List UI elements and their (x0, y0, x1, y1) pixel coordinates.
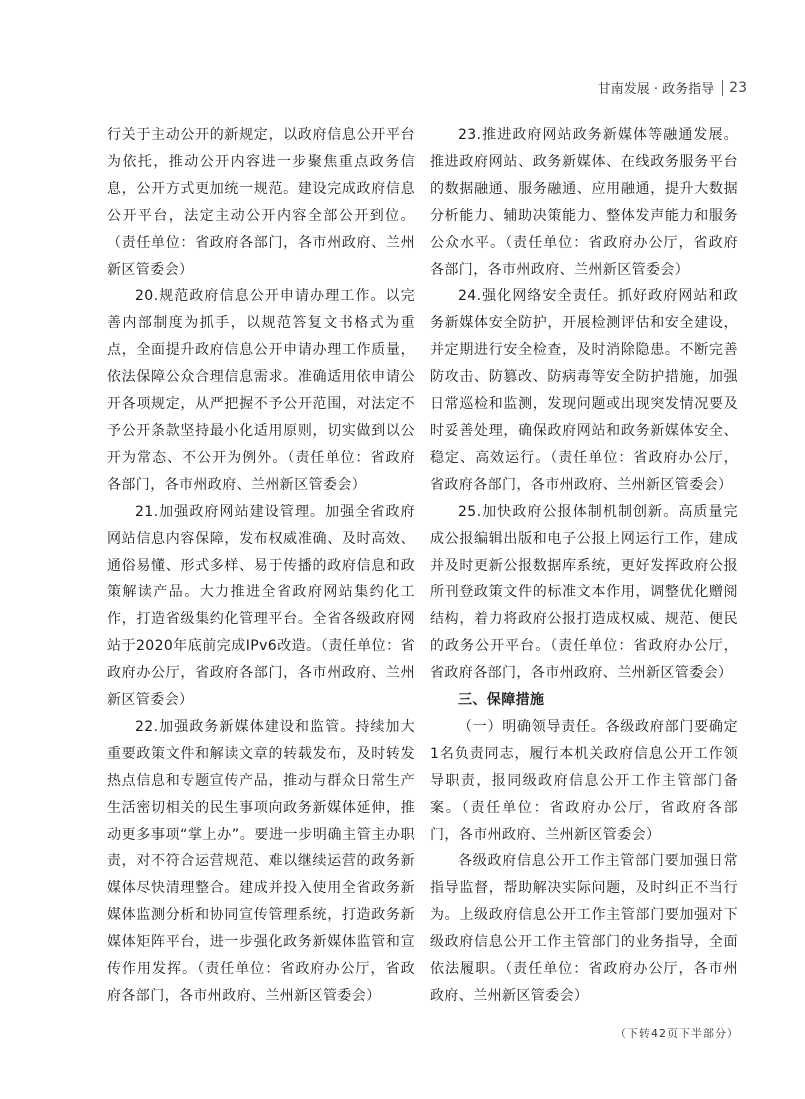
paragraph: 20.规范政府信息公开申请办理工作。以完善内部制度为抓手，以规范答复文书格式为重点，全面提升政府信息公开申请办理工作质量，依法保障公众合理信息需求。准确适用依申请公开各项规定，从严把握不予公开范围，对法定不予公开条款坚持最小化适用原则，切实做到以公开为常态、不公开为例外。（责任单位：省政府各部门，各市州政府、兰州新区管委会） (107, 288, 415, 493)
page-header (598, 78, 747, 97)
paragraph: 25.加快政府公报体制机制创新。高质量完成公报编辑出版和电子公报上网运行工作，建成并及时更新公报数据库系统，更好发挥政府公报所刊登政策文件的标准文本作用，调整优化赠阅结构，着力将政府公报打造成权威、规范、便民的政务公开平台。（责任单位：省政府办公厅，省政府各部门，各市州政府、兰州新区管委会） (430, 503, 738, 682)
right-column (430, 122, 738, 1010)
header-divider (722, 80, 723, 96)
section-heading: 三、保障措施 (458, 692, 545, 709)
paragraph: 行关于主动公开的新规定，以政府信息公开平台为依托，推动公开内容进一步聚焦重点政务信息，公开方式更加统一规范。建设完成政府信息公开平台，法定主动公开内容全部公开到位。（责任单位：省政府各部门，各市州政府、兰州新区管委会） (107, 127, 415, 278)
paragraph: 23.推进政府网站政务新媒体等融通发展。推进政府网站、政务新媒体、在线政务服务平台的数据融通、服务融通、应用融通，提升大数据分析能力、辅助决策能力、整体发声能力和服务公众水平。（责任单位：省政府办公厅，省政府各部门，各市州政府、兰州新区管委会） (430, 127, 738, 278)
paragraph: 22.加强政务新媒体建设和监管。持续加大重要政策文件和解读文章的转载发布，及时转发热点信息和专题宣传产品，推动与群众日常生产生活密切相关的民生事项向政务新媒体延伸，推动更多事项“掌上办”。要进一步明确主管主办职责，对不符合运营规范、难以继续运营的政务新媒体尽快清理整合。建成并投入使用全省政务新媒体监测分析和协同宣传管理系统，打造政务新媒体矩阵平台，进一步强化政务新媒体监管和宣传作用发挥。（责任单位：省政府办公厅，省政府各部门，各市州政府、兰州新区管委会） (107, 718, 415, 1004)
left-column (107, 122, 415, 1010)
paragraph: 21.加强政府网站建设管理。加强全省政府网站信息内容保障，发布权威准确、及时高效、通俗易懂、形式多样、易于传播的政府信息和政策解读产品。大力推进全省政府网站集约化工作，打造省级集约化管理平台。全省各级政府网站于2020年底前完成IPv6改造。（责任单位：省政府办公厅，省政府各部门，各市州政府、兰州新区管委会） (107, 503, 415, 709)
paragraph: （一）明确领导责任。各级政府部门要确定1名负责同志，履行本机关政府信息公开工作领导职责，报同级政府信息公开工作主管部门备案。（责任单位：省政府办公厅，省政府各部门，各市州政府、兰州新区管委会） (430, 718, 738, 843)
paragraph: 各级政府信息公开工作主管部门要加强日常指导监督，帮助解决实际问题，及时纠正不当行为。上级政府信息公开工作主管部门要加强对下级政府信息公开工作主管部门的业务指导，全面依法履职。（责任单位：省政府办公厅，各市州政府、兰州新区管委会） (430, 853, 738, 1004)
continuation-note: （下转42页下半部分） (615, 1027, 739, 1040)
magazine-title: 甘南发展 · 政务指导 (597, 82, 715, 97)
page-number: 23 (729, 79, 747, 96)
paragraph: 24.强化网络安全责任。抓好政府网站和政务新媒体安全防护，开展检测评估和安全建设，并定期进行安全检查，及时消除隐患。不断完善防攻击、防篡改、防病毒等安全防护措施，加强日常巡检和监测，发现问题或出现突发情况要及时妥善处理，确保政府网站和政务新媒体安全、稳定、高效运行。（责任单位：省政府办公厅，省政府各部门，各市州政府、兰州新区管委会） (430, 288, 738, 493)
